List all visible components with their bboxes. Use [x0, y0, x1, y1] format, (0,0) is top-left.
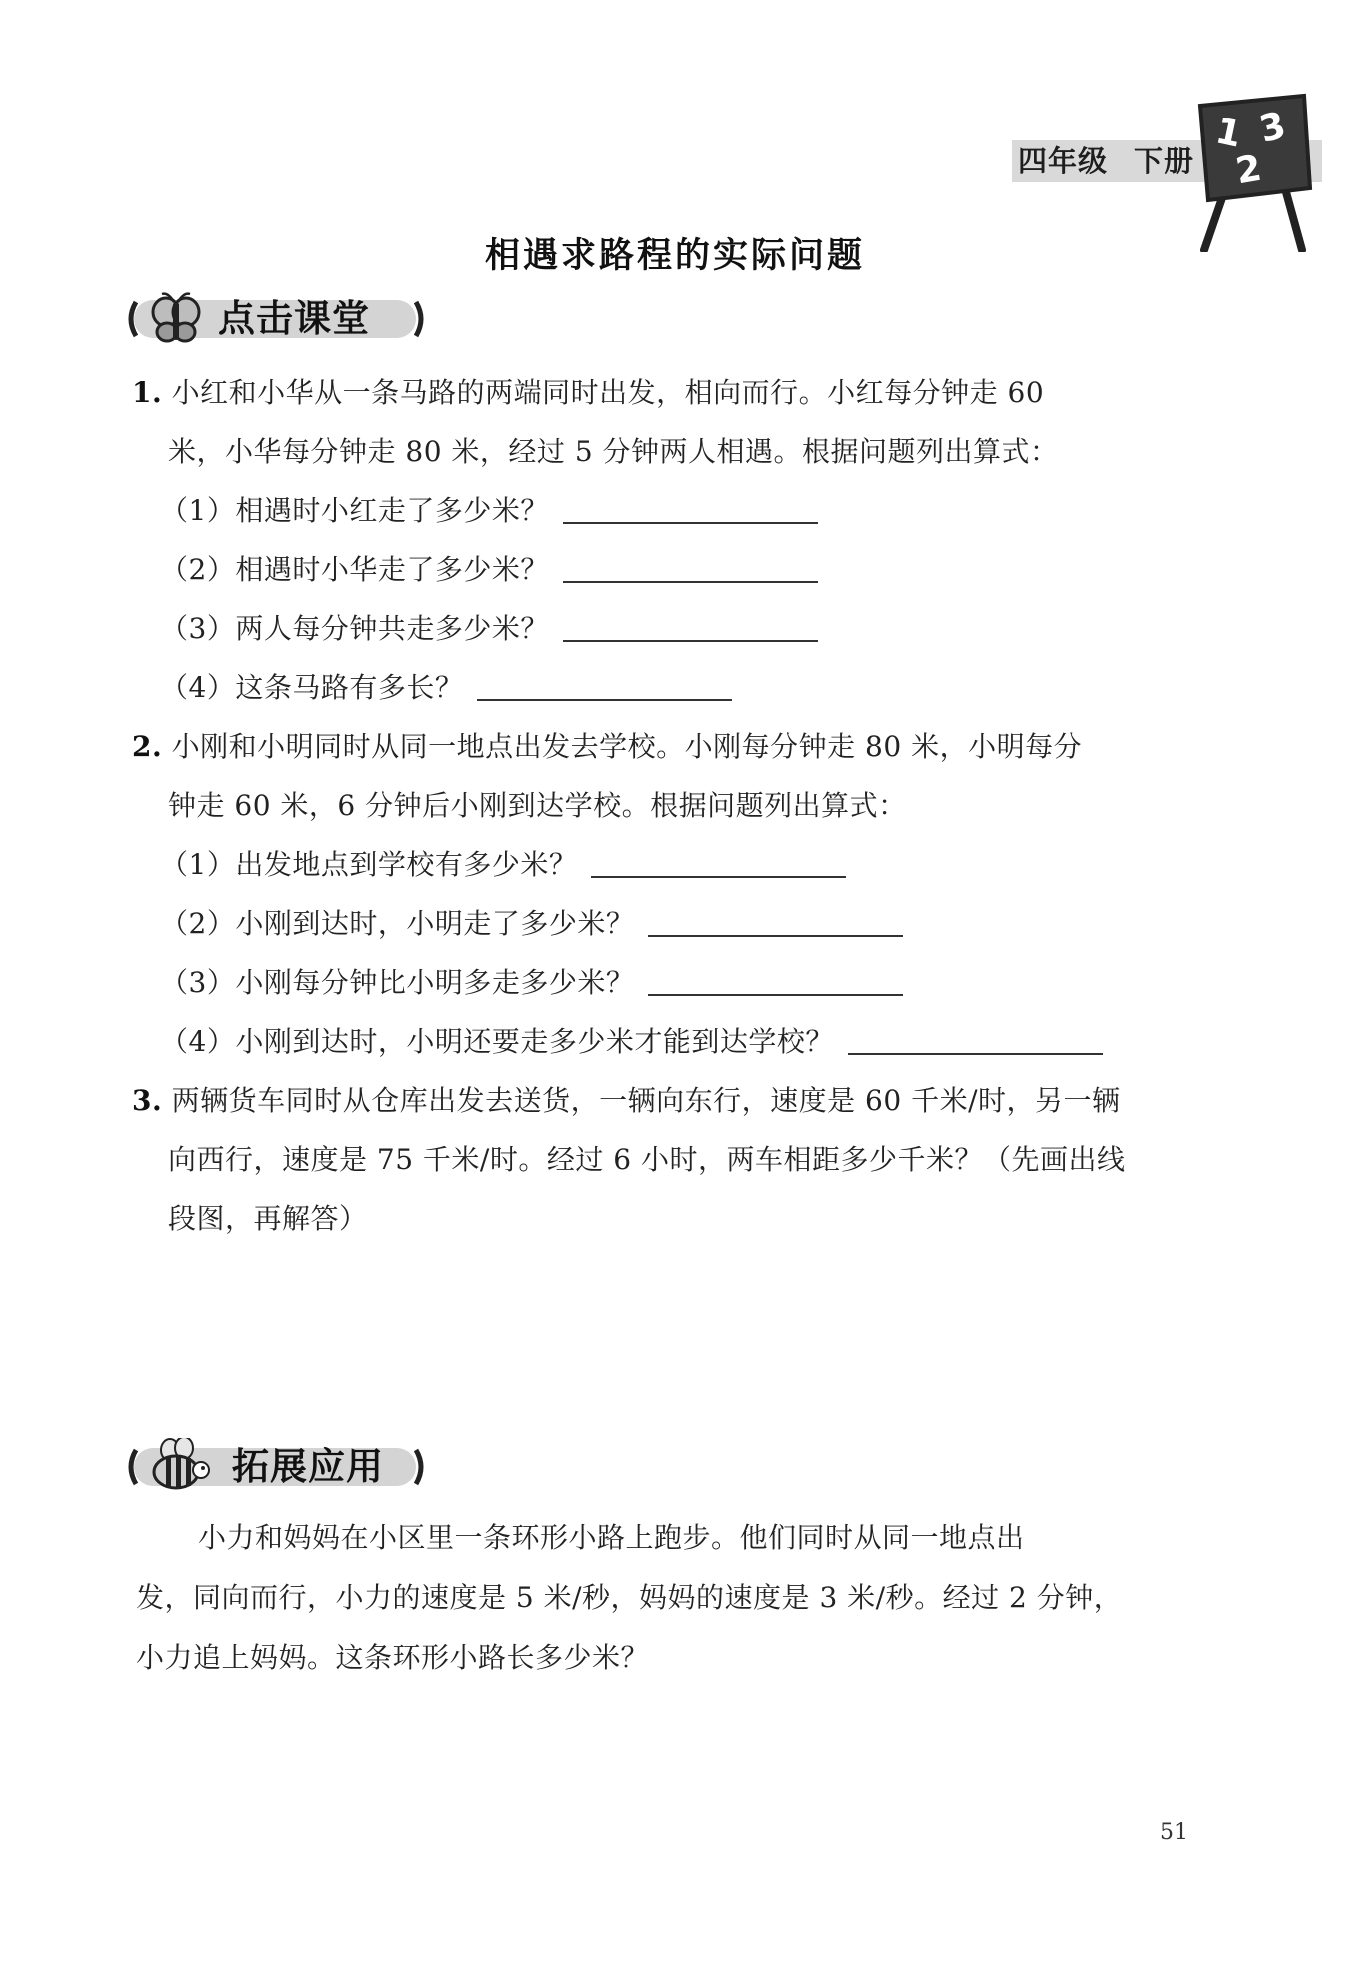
problem-3-number: 3.	[132, 1084, 163, 1117]
answer-blank[interactable]	[591, 850, 846, 878]
butterfly-icon	[150, 292, 202, 346]
problem-3-line-2: 向西行，速度是 75 千米/时。经过 6 小时，两车相距多少千米？（先画出线	[168, 1143, 1126, 1176]
problem-3-line-3: 段图，再解答）	[168, 1202, 368, 1235]
answer-blank[interactable]	[648, 968, 903, 996]
section-heading-classroom	[126, 290, 426, 348]
problem-1-question-3: （3）两人每分钟共走多少米？	[160, 609, 818, 649]
page-title: 相遇求路程的实际问题	[484, 236, 865, 276]
problem-2-question-1: （1）出发地点到学校有多少米？	[160, 845, 846, 885]
board-digit-2: 2	[1232, 147, 1265, 193]
grade-text: 四年级	[1018, 144, 1109, 178]
problem-2-line-2: 钟走 60 米，6 分钟后小刚到达学校。根据问题列出算式：	[168, 789, 907, 822]
problem-2-question-2: （2）小刚到达时，小明走了多少米？	[160, 904, 903, 944]
problem-1-question-1: （1）相遇时小红走了多少米？	[160, 491, 818, 531]
problem-1-question-2: （2）相遇时小华走了多少米？	[160, 550, 818, 590]
problem-2-question-4: （4）小刚到达时，小明还要走多少米才能到达学校？	[160, 1022, 1103, 1062]
problem-1-line-2: 米，小华每分钟走 80 米，经过 5 分钟两人相遇。根据问题列出算式：	[168, 435, 1059, 468]
volume-text: 下册	[1134, 144, 1195, 178]
problem-1-number: 1.	[132, 376, 163, 409]
answer-blank[interactable]	[477, 673, 732, 701]
answer-blank[interactable]	[648, 909, 903, 937]
section-heading-extension	[126, 1438, 426, 1496]
board-digit-3: 3	[1255, 104, 1290, 151]
extension-line-1: 小力和妈妈在小区里一条环形小路上跑步。他们同时从同一地点出	[198, 1521, 1025, 1554]
section-label-classroom: 点击课堂	[218, 297, 370, 340]
answer-blank[interactable]	[563, 496, 818, 524]
bee-icon	[146, 1438, 212, 1496]
answer-blank[interactable]	[848, 1027, 1103, 1055]
problem-2-number: 2.	[132, 730, 163, 763]
problem-2-line-1: 2. 小刚和小明同时从同一地点出发去学校。小刚每分钟走 80 米，小明每分	[132, 730, 1083, 763]
problem-2-question-3: （3）小刚每分钟比小明多走多少米？	[160, 963, 903, 1003]
problem-1-question-4: （4）这条马路有多长？	[160, 668, 732, 708]
page-number: 51	[1160, 1820, 1188, 1845]
problem-3-line-1: 3. 两辆货车同时从仓库出发去送货，一辆向东行，速度是 60 千米/时，另一辆	[132, 1084, 1121, 1117]
section-label-extension: 拓展应用	[232, 1445, 384, 1488]
problem-1-line-1: 1. 小红和小华从一条马路的两端同时出发，相向而行。小红每分钟走 60	[132, 376, 1045, 409]
extension-line-3: 小力追上妈妈。这条环形小路长多少米？	[136, 1641, 650, 1674]
extension-line-2: 发，同向而行，小力的速度是 5 米/秒，妈妈的速度是 3 米/秒。经过 2 分钟，	[136, 1581, 1123, 1614]
grade-label	[1018, 140, 1194, 182]
answer-blank[interactable]	[563, 555, 818, 583]
answer-blank[interactable]	[563, 614, 818, 642]
board-digit-1: 1	[1211, 110, 1245, 156]
